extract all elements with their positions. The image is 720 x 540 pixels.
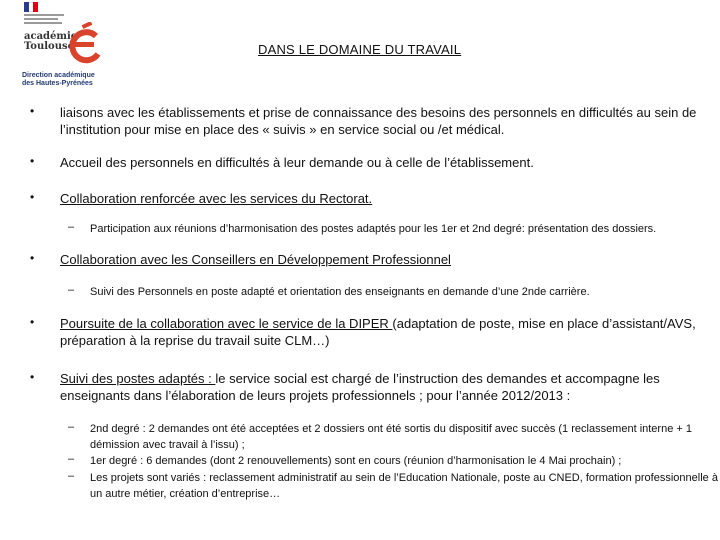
page-title: DANS LE DOMAINE DU TRAVAIL <box>258 42 462 57</box>
item-text: liaisons avec les établissements et prise de connaissance des besoins des personnels en difficultés au sein de l’institution pour mise en place des « suivis » en service social ou /et médical. <box>60 105 697 137</box>
bullet-icon: • <box>30 104 35 118</box>
dash-icon: – <box>68 284 75 296</box>
sub-item-text: Les projets sont variés : reclassement administratif au sein de l’Education Nationale, poste au CNED, formation professionnelle à un autre métier, création d’entreprise… <box>90 472 718 500</box>
bullet-icon: • <box>30 154 35 168</box>
dash-icon: – <box>68 453 75 465</box>
bullet-icon: • <box>30 370 35 384</box>
academie-logo <box>20 2 100 92</box>
item-text: Accueil des personnels en difficultés à leur demande ou à celle de l’établissement. <box>60 155 534 170</box>
bullet-icon: • <box>30 251 35 265</box>
logo-e-icon <box>64 22 104 66</box>
french-flag-icon <box>24 2 38 12</box>
item-title: Collaboration avec les Conseillers en Développement Professionnel <box>60 252 451 267</box>
item-detail: le service social est chargé de l’instruction des demandes et accompagne les enseignants dans l’élaboration de leurs projets professionnels ; pour l’année 2012/2013 : <box>60 371 660 403</box>
logo-academie-text: académie Toulouse <box>24 31 78 52</box>
bullet-icon: • <box>30 315 35 329</box>
item-title: Collaboration renforcée avec les services du Rectorat. <box>60 191 373 206</box>
sub-item-text: 1er degré : 6 demandes (dont 2 renouvellements) sont en cours (réunion d’harmonisation le 4 Mai prochain) ; <box>90 455 622 467</box>
sub-item-text: 2nd degré : 2 demandes ont été acceptées et 2 dossiers ont été sortis du dispositif avec succès (1 reclassement interne + 1 démission avec travail à l’issu) ; <box>90 423 692 451</box>
bullet-icon: • <box>30 190 35 204</box>
item-title: Poursuite de la collaboration avec le service de la DIPER <box>60 316 393 331</box>
dash-icon: – <box>68 421 75 433</box>
item-title: Suivi des postes adaptés : <box>60 371 216 386</box>
dash-icon: – <box>68 470 75 482</box>
sub-item-text: Participation aux réunions d’harmonisation des postes adaptés pour les 1er et 2nd degré: présentation des dossiers. <box>90 223 657 235</box>
item-text <box>60 315 710 349</box>
item-detail: (adaptation de poste, mise en place d’assistant/AVS, préparation à la reprise du travail suite CLM…) <box>60 316 696 348</box>
item-text <box>60 370 710 404</box>
logo-direction-text: Direction académique des Hautes-Pyrénées <box>22 72 95 87</box>
dash-icon: – <box>68 221 75 233</box>
sub-item-text: Suivi des Personnels en poste adapté et orientation des enseignants en demande d’une 2nde carrière. <box>90 286 590 298</box>
